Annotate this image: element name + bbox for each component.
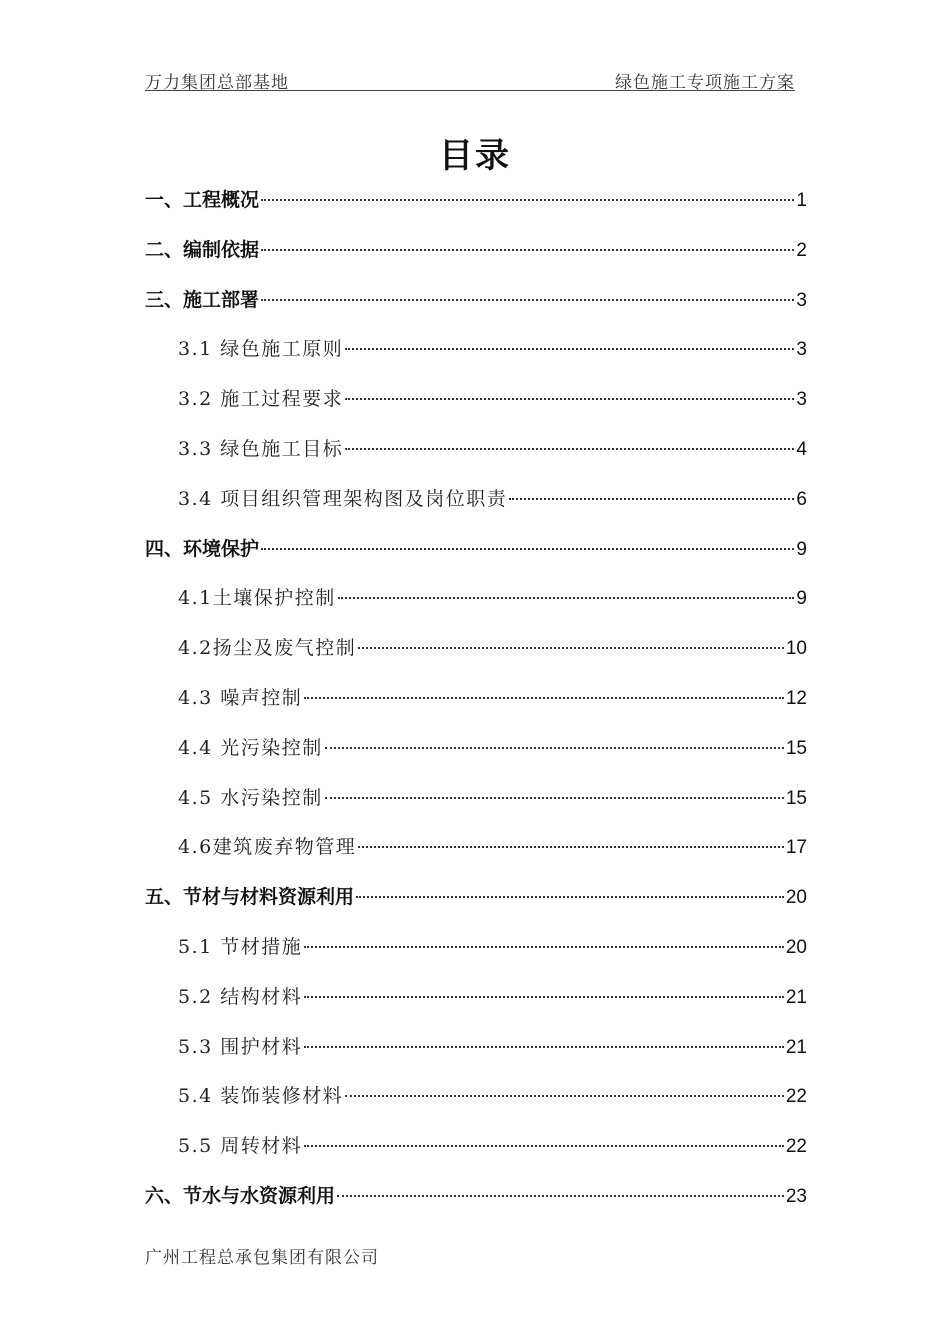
toc-entry[interactable]	[145, 334, 807, 384]
toc-entry-page-number: 21	[785, 986, 807, 1008]
toc-entry[interactable]	[145, 683, 807, 733]
toc-entry[interactable]	[145, 583, 807, 633]
toc-dot-leader	[325, 797, 784, 799]
toc-dot-leader	[338, 597, 795, 599]
toc-dot-leader	[345, 348, 794, 350]
toc-entry-page-number: 21	[785, 1036, 807, 1058]
toc-entry-page-number: 23	[785, 1185, 807, 1207]
toc-entry-page-number: 15	[785, 737, 807, 759]
toc-entry-page-number: 3	[796, 389, 807, 411]
toc-dot-leader	[304, 946, 784, 948]
toc-entry-label: 4.4 光污染控制	[178, 736, 323, 759]
toc-entry[interactable]	[145, 783, 807, 833]
toc-entry[interactable]	[145, 484, 807, 534]
toc-entry[interactable]	[145, 733, 807, 783]
toc-entry[interactable]	[145, 235, 807, 285]
toc-entry-page-number: 3	[796, 339, 807, 361]
toc-entry-label: 5.4 装饰装修材料	[178, 1085, 344, 1108]
toc-dot-leader	[304, 697, 784, 699]
toc-entry-page-number: 20	[785, 936, 807, 958]
toc-dot-leader	[261, 199, 794, 201]
toc-entry[interactable]	[145, 185, 807, 235]
toc-entry[interactable]	[145, 1181, 807, 1231]
toc-entry-label: 3.2 施工过程要求	[178, 388, 344, 411]
toc-dot-leader	[261, 548, 794, 550]
toc-entry[interactable]	[145, 434, 807, 484]
toc-dot-leader	[356, 896, 784, 898]
toc-entry[interactable]	[145, 982, 807, 1032]
toc-entry[interactable]	[145, 932, 807, 982]
toc-entry[interactable]	[145, 882, 807, 932]
toc-dot-leader	[509, 498, 794, 500]
toc-dot-leader	[345, 1095, 784, 1097]
page-title: 目录	[439, 136, 511, 176]
toc-dot-leader	[325, 747, 784, 749]
toc-entry-label: 4.3 噪声控制	[178, 686, 303, 709]
toc-dot-leader	[261, 249, 794, 251]
toc-entry[interactable]	[145, 384, 807, 434]
header-project-name: 万力集团总部基地	[145, 73, 289, 93]
toc-entry-label: 二、编制依据	[145, 238, 260, 261]
page-footer: 广州工程总承包集团有限公司	[145, 1248, 379, 1268]
toc-entry-page-number: 2	[796, 239, 807, 261]
toc-entry-label: 四、环境保护	[145, 537, 260, 560]
toc-dot-leader	[304, 1145, 784, 1147]
toc-entry[interactable]	[145, 832, 807, 882]
toc-entry-page-number: 12	[785, 687, 807, 709]
toc-entry-page-number: 1	[796, 190, 807, 211]
toc-entry-label: 3.3 绿色施工目标	[178, 437, 344, 460]
page-header	[145, 66, 795, 91]
toc-entry[interactable]	[145, 1032, 807, 1082]
toc-entry-page-number: 20	[785, 887, 807, 909]
toc-entry[interactable]	[145, 285, 807, 335]
toc-entry-label: 3.1 绿色施工原则	[178, 338, 344, 361]
toc-entry-page-number: 22	[785, 1086, 807, 1108]
toc-entry-label: 4.1土壤保护控制	[178, 587, 336, 610]
toc-entry[interactable]	[145, 534, 807, 584]
toc-entry-page-number: 6	[796, 488, 807, 510]
toc-entry-label: 5.3 围护材料	[178, 1035, 303, 1058]
toc-dot-leader	[304, 996, 784, 998]
toc-dot-leader	[358, 647, 784, 649]
toc-entry-page-number: 3	[796, 289, 807, 311]
toc-entry-page-number: 10	[785, 638, 807, 660]
toc-entry-page-number: 4	[796, 438, 807, 460]
toc-entry-label: 4.2扬尘及废气控制	[178, 637, 357, 660]
toc-entry-label: 5.1 节材措施	[178, 935, 303, 958]
toc-entry[interactable]	[145, 1081, 807, 1131]
toc-dot-leader	[261, 299, 794, 301]
toc-entry-label: 4.6建筑废弃物管理	[178, 836, 357, 859]
header-document-name: 绿色施工专项施工方案	[615, 73, 795, 93]
toc-entry-label: 六、节水与水资源利用	[145, 1184, 336, 1207]
toc-dot-leader	[337, 1195, 784, 1197]
toc-entry-page-number: 15	[785, 787, 807, 809]
toc-entry-label: 三、施工部署	[145, 288, 260, 311]
toc-entry-label: 一、工程概况	[145, 189, 260, 211]
toc-entry-page-number: 17	[785, 837, 807, 859]
toc-entry-label: 五、节材与材料资源利用	[145, 886, 355, 909]
toc-entry-page-number: 9	[796, 538, 807, 560]
toc-entry-label: 5.5 周转材料	[178, 1135, 303, 1158]
toc-dot-leader	[304, 1046, 784, 1048]
toc-entry-label: 5.2 结构材料	[178, 985, 303, 1008]
toc-entry[interactable]	[145, 1131, 807, 1181]
toc-dot-leader	[345, 448, 794, 450]
toc-entry-page-number: 9	[796, 588, 807, 610]
toc-dot-leader	[358, 846, 784, 848]
toc-entry[interactable]	[145, 633, 807, 683]
toc-entry-label: 4.5 水污染控制	[178, 786, 323, 809]
toc-entry-page-number: 22	[785, 1136, 807, 1158]
table-of-contents	[145, 185, 807, 1231]
toc-entry-label: 3.4 项目组织管理架构图及岗位职责	[178, 487, 508, 510]
toc-dot-leader	[345, 398, 794, 400]
